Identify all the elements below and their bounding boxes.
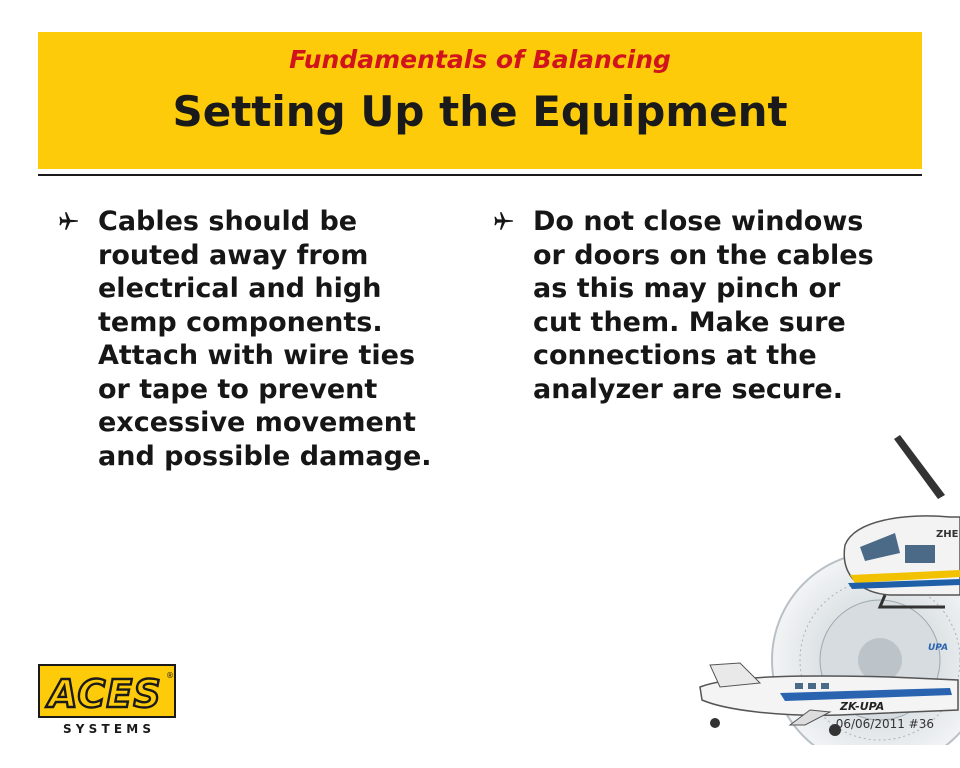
bullet-text: Do not close windows or doors on the cables as this may pinch or cut them. Make sure connections at the analyzer are secure.	[533, 206, 874, 405]
bullet-column-right	[493, 205, 888, 406]
airplane-bullet-icon	[493, 205, 533, 232]
aces-systems-logo	[38, 664, 176, 736]
logo-wordmark: ACES	[48, 672, 162, 716]
aircraft-registration: ZK-UPA	[840, 700, 885, 713]
slide-footer: 06/06/2011 #36	[835, 717, 934, 731]
airplane-bullet-icon	[58, 205, 98, 232]
bullet-text: Cables should be routed away from electrical and high temp components. Attach with wire ties or tape to prevent excessive movement and possible damage.	[98, 206, 432, 472]
slide-title: Setting Up the Equipment	[172, 87, 788, 136]
aircraft-tail-text: UPA	[928, 643, 949, 653]
slide-subtitle: Fundamentals of Balancing	[289, 45, 671, 74]
header-banner	[38, 32, 922, 169]
aircraft-illustration	[690, 425, 960, 745]
logo-registered-mark: ®	[166, 671, 174, 680]
bullet-item	[58, 205, 453, 473]
helicopter-graphic	[844, 435, 960, 607]
bullet-item	[493, 205, 888, 406]
header-divider	[38, 174, 922, 176]
helicopter-tail-text: ZHE	[936, 529, 959, 540]
bullet-column-left	[58, 205, 453, 473]
logo-subtext: S Y S T E M S	[62, 722, 152, 736]
